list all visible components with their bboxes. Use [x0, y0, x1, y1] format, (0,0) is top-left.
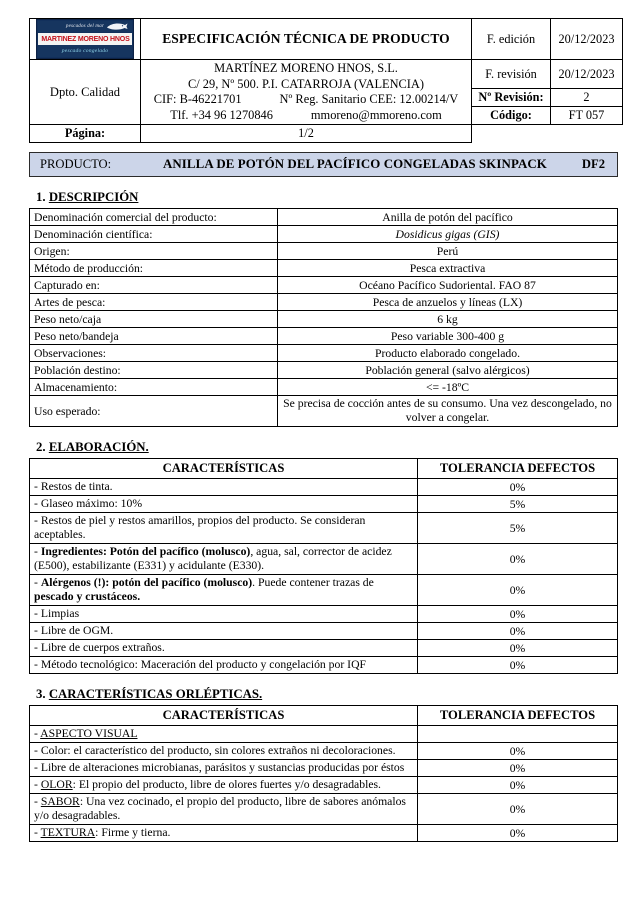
section-1-row-label: Peso neto/caja	[30, 311, 278, 328]
section2-row-characteristic: - Restos de piel y restos amarillos, propios del producto. Se consideran aceptables.	[30, 513, 418, 544]
section2-row-tolerance: 0%	[418, 544, 618, 575]
meta-value-revision-number: 2	[551, 89, 623, 107]
table-row	[30, 311, 618, 328]
company-logo	[36, 19, 134, 59]
section-2-heading	[36, 440, 618, 455]
section-1-row-value: Pesca de anzuelos y líneas (LX)	[278, 294, 618, 311]
table-row	[30, 396, 618, 427]
document-title-cell	[141, 19, 472, 60]
section-1-row-value: Perú	[278, 243, 618, 260]
meta-label-codigo: Código:	[472, 107, 551, 125]
document-title: ESPECIFICACIÓN TÉCNICA DE PRODUCTO	[162, 31, 450, 46]
logo-bottom-text: pescado congelado	[61, 48, 109, 54]
section3-row-characteristic: - ASPECTO VISUAL	[30, 726, 418, 743]
meta-value-revision-date: 20/12/2023	[551, 60, 623, 89]
section2-row-tolerance: 5%	[418, 513, 618, 544]
section3-row-characteristic: - SABOR: Una vez cocinado, el propio del producto, libre de sabores anómalos y/o desagradables.	[30, 794, 418, 825]
section2-row-tolerance: 5%	[418, 496, 618, 513]
table-row	[30, 243, 618, 260]
section-1-title: DESCRIPCIÓN	[48, 190, 139, 204]
section-1-row-value: Peso variable 300-400 g	[278, 328, 618, 345]
section-3-heading	[36, 687, 618, 702]
section2-row-tolerance: 0%	[418, 657, 618, 674]
section3-row-characteristic: - OLOR: El propio del producto, libre de olores fuertes y/o desagradables.	[30, 777, 418, 794]
product-banner	[29, 152, 618, 177]
section-1-row-label: Observaciones:	[30, 345, 278, 362]
section-2-table	[29, 458, 618, 674]
table-row	[30, 794, 618, 825]
section2-row-tolerance: 0%	[418, 623, 618, 640]
product-banner-code: DF2	[581, 157, 605, 171]
section2-row-characteristic: - Glaseo máximo: 10%	[30, 496, 418, 513]
section-3-table-head	[30, 706, 618, 726]
table-row	[30, 345, 618, 362]
table-row	[30, 544, 618, 575]
section2-row-characteristic: - Libre de OGM.	[30, 623, 418, 640]
table-row	[30, 825, 618, 842]
table-row	[30, 657, 618, 674]
section-2-header-row	[30, 459, 618, 479]
section-1-row-label: Método de producción:	[30, 260, 278, 277]
fish-icon	[106, 22, 128, 31]
section-1-row-label: Origen:	[30, 243, 278, 260]
section2-row-tolerance: 0%	[418, 575, 618, 606]
table-row	[30, 362, 618, 379]
company-cif: CIF: B-46221701	[153, 92, 242, 106]
meta-value-edicion: 20/12/2023	[551, 19, 623, 60]
section3-row-tolerance	[418, 726, 618, 743]
logo-bottom-band	[38, 45, 132, 57]
logo-middle-text: MARTINEZ MORENO HNOS	[40, 34, 130, 43]
section2-row-characteristic: - Alérgenos (!): potón del pacífico (molusco). Puede contener trazas de pescado y crustáceos.	[30, 575, 418, 606]
table-row	[30, 726, 618, 743]
table-row	[30, 226, 618, 243]
company-cif-reg-row	[141, 92, 471, 108]
table-row	[30, 575, 618, 606]
meta-label-pagina: Página:	[30, 125, 141, 143]
section-1-heading	[36, 190, 618, 205]
section-1-row-value: 6 kg	[278, 311, 618, 328]
table-row	[30, 623, 618, 640]
section-1-row-value: Producto elaborado congelado.	[278, 345, 618, 362]
company-phone: Tlf. +34 96 1270846	[170, 107, 273, 122]
table-row	[30, 640, 618, 657]
section3-row-characteristic: - Libre de alteraciones microbianas, parásitos y sustancias producidas por éstos	[30, 760, 418, 777]
section2-row-characteristic: - Método tecnológico: Maceración del producto y congelación por IQF	[30, 657, 418, 674]
section3-row-characteristic: - Color: el característico del producto, sin colores extraños ni decoloraciones.	[30, 743, 418, 760]
section-1-row-label: Almacenamiento:	[30, 379, 278, 396]
meta-value-codigo: FT 057	[551, 107, 623, 125]
header-row-2	[30, 60, 623, 89]
section-1-row-value: Población general (salvo alérgicos)	[278, 362, 618, 379]
section-1-table	[29, 208, 618, 427]
section-1-row-label: Uso esperado:	[30, 396, 278, 427]
section-1-row-value: Dosidicus gigas (GIS)	[278, 226, 618, 243]
section-1-row-label: Artes de pesca:	[30, 294, 278, 311]
section-3-col-tolerance: TOLERANCIA DEFECTOS	[418, 706, 618, 726]
table-row	[30, 496, 618, 513]
section3-row-tolerance: 0%	[418, 760, 618, 777]
logo-middle-band	[38, 33, 132, 45]
meta-label-edicion: F. edición	[472, 19, 551, 60]
section2-row-tolerance: 0%	[418, 640, 618, 657]
section2-row-tolerance: 0%	[418, 606, 618, 623]
section2-row-characteristic: - Ingredientes: Potón del pacífico (molusco), agua, sal, corrector de acidez (E500), estabilizante (E331) y acidulante (E330).	[30, 544, 418, 575]
section3-row-tolerance: 0%	[418, 777, 618, 794]
section-1-number: 1.	[36, 190, 46, 204]
section3-row-tolerance: 0%	[418, 794, 618, 825]
company-logo-cell	[30, 19, 141, 60]
section-1-row-label: Capturado en:	[30, 277, 278, 294]
section3-row-tolerance: 0%	[418, 743, 618, 760]
section-3-col-characteristics: CARACTERÍSTICAS	[30, 706, 418, 726]
section-3-table	[29, 705, 618, 842]
table-row	[30, 479, 618, 496]
section-3-number: 3.	[36, 687, 46, 701]
section-2-number: 2.	[36, 440, 46, 454]
table-row	[30, 294, 618, 311]
table-row	[30, 760, 618, 777]
document-header-table	[29, 18, 623, 143]
section3-row-characteristic: - TEXTURA: Firme y tierna.	[30, 825, 418, 842]
table-row	[30, 606, 618, 623]
section-1-row-label: Denominación comercial del producto:	[30, 209, 278, 226]
company-phone-email-row	[141, 108, 471, 124]
section-1-row-value: Se precisa de cocción antes de su consumo. Una vez descongelado, no volver a congelar.	[278, 396, 618, 427]
section-1-row-label: Peso neto/bandeja	[30, 328, 278, 345]
table-row	[30, 277, 618, 294]
section-2-table-head	[30, 459, 618, 479]
header-row-5	[30, 125, 623, 143]
table-row	[30, 379, 618, 396]
section-1-row-label: Población destino:	[30, 362, 278, 379]
meta-label-revision-number: Nº Revisión:	[472, 89, 551, 107]
product-banner-label: PRODUCTO:	[40, 157, 112, 171]
section-1-row-value: Anilla de potón del pacífico	[278, 209, 618, 226]
meta-value-pagina: 1/2	[141, 125, 472, 143]
section2-row-characteristic: - Libre de cuerpos extraños.	[30, 640, 418, 657]
table-row	[30, 743, 618, 760]
section-3-header-row	[30, 706, 618, 726]
product-banner-name: ANILLA DE POTÓN DEL PACÍFICO CONGELADAS SKINPACK	[162, 157, 547, 171]
table-row	[30, 260, 618, 277]
table-row	[30, 209, 618, 226]
company-email: mmoreno@mmoreno.com	[310, 107, 442, 122]
section3-row-tolerance: 0%	[418, 825, 618, 842]
section2-row-tolerance: 0%	[418, 479, 618, 496]
section-3-title: CARACTERÍSTICAS ORLÉPTICAS.	[48, 687, 263, 701]
department-cell: Dpto. Calidad	[30, 60, 141, 125]
header-row-1	[30, 19, 623, 60]
company-address: C/ 29, Nº 500. P.I. CATARROJA (VALENCIA)	[188, 76, 424, 91]
company-name: MARTÍNEZ MORENO HNOS, S.L.	[214, 61, 398, 75]
section-1-row-value: Pesca extractiva	[278, 260, 618, 277]
section-2-col-tolerance: TOLERANCIA DEFECTOS	[418, 459, 618, 479]
section-1-row-value: Océano Pacífico Sudoriental. FAO 87	[278, 277, 618, 294]
section2-row-characteristic: - Restos de tinta.	[30, 479, 418, 496]
table-row	[30, 513, 618, 544]
table-row	[30, 328, 618, 345]
section-1-row-label: Denominación científica:	[30, 226, 278, 243]
logo-top-band	[38, 21, 132, 32]
company-sanitary-reg: Nº Reg. Sanitario CEE: 12.00214/V	[279, 92, 459, 106]
table-row	[30, 777, 618, 794]
logo-top-text: pescados del mar	[65, 24, 105, 29]
section-2-title: ELABORACIÓN.	[48, 440, 149, 454]
company-info-cell	[141, 60, 472, 125]
section2-row-characteristic: - Limpias	[30, 606, 418, 623]
section-1-row-value: <= -18ºC	[278, 379, 618, 396]
section-2-col-characteristics: CARACTERÍSTICAS	[30, 459, 418, 479]
meta-label-revision-date: F. revisión	[472, 60, 551, 89]
